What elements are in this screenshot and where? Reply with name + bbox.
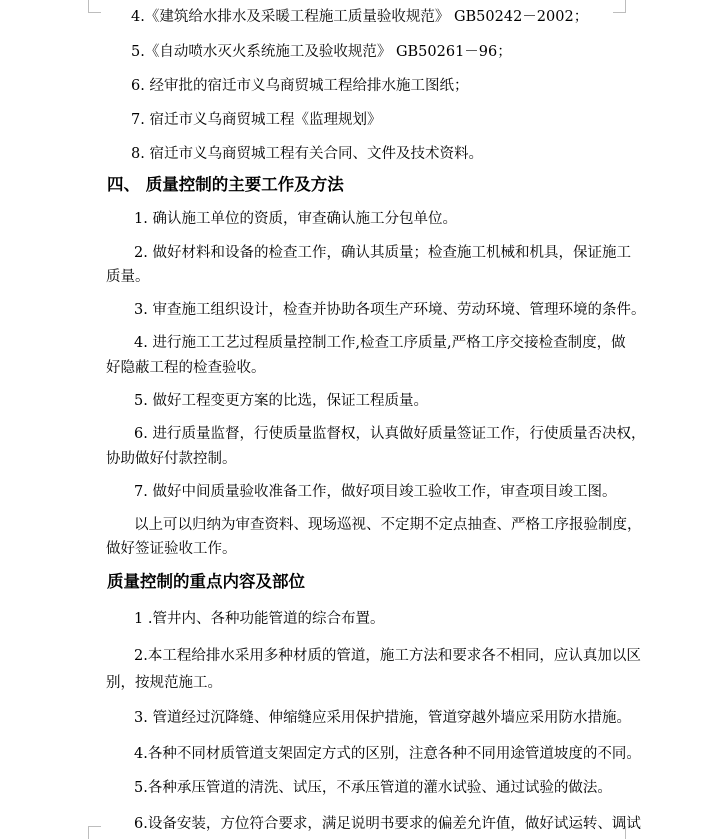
reference-item: 4.《建筑给水排水及采暖工程施工质量验收规范》 GB50242－2002； xyxy=(131,9,589,25)
corner-mark-top-right xyxy=(613,0,626,13)
paragraph-line: 7. 做好中间质量验收准备工作，做好项目竣工验收工作，审查项目竣工图。 xyxy=(134,484,617,500)
reference-item: 5.《自动喷水灭火系统施工及验收规范》 GB50261－96； xyxy=(131,44,512,60)
paragraph-line: 4.各种不同材质管道支架固定方式的区别，注意各种不同用途管道坡度的不同。 xyxy=(134,746,641,762)
paragraph-line: 6.设备安装，方位符合要求，满足说明书要求的偏差允许值，做好试运转、调试 xyxy=(134,816,641,832)
paragraph-line: 2.本工程给排水采用多种材质的管道，施工方法和要求各不相同，应认真加以区 xyxy=(134,648,641,664)
paragraph-line: 1. 确认施工单位的资质，审查确认施工分包单位。 xyxy=(134,211,457,227)
paragraph-line: 质量。 xyxy=(106,269,150,285)
section-heading: 质量控制的重点内容及部位 xyxy=(107,572,305,591)
reference-item: 8. 宿迁市义乌商贸城工程有关合同、文件及技术资料。 xyxy=(131,146,483,162)
reference-item: 6. 经审批的宿迁市义乌商贸城工程给排水施工图纸； xyxy=(131,78,469,94)
paragraph-line: 5.各种承压管道的清洗、试压，不承压管道的灌水试验、通过试验的做法。 xyxy=(134,780,612,796)
paragraph-line: 4. 进行施工工艺过程质量控制工作,检查工序质量,严格工序交接检查制度，做 xyxy=(134,335,626,351)
reference-item: 7. 宿迁市义乌商贸城工程《监理规划》 xyxy=(131,112,382,128)
paragraph-line: 3. 管道经过沉降缝、伸缩缝应采用保护措施，管道穿越外墙应采用防水措施。 xyxy=(134,710,631,726)
paragraph-line: 5. 做好工程变更方案的比选，保证工程质量。 xyxy=(134,393,428,409)
paragraph-line: 协助做好付款控制。 xyxy=(106,451,237,467)
paragraph-line: 做好签证验收工作。 xyxy=(106,541,237,557)
section-heading: 四、 质量控制的主要工作及方法 xyxy=(107,175,344,194)
paragraph-line: 2. 做好材料和设备的检查工作，确认其质量；检查施工机械和机具，保证施工 xyxy=(134,245,631,261)
paragraph-line: 好隐蔽工程的检查验收。 xyxy=(106,360,266,376)
corner-mark-top-left xyxy=(88,0,101,13)
paragraph-line: 以上可以归纳为审查资料、现场巡视、不定期不定点抽查、严格工序报验制度， xyxy=(134,517,642,533)
corner-mark-bottom-left xyxy=(88,826,101,839)
paragraph-line: 别，按规范施工。 xyxy=(106,675,222,691)
paragraph-line: 1 .管井内、各种功能管道的综合布置。 xyxy=(134,611,385,627)
paragraph-line: 6. 进行质量监督，行使质量监督权，认真做好质量签证工作，行使质量否决权， xyxy=(134,426,646,442)
paragraph-line: 3. 审查施工组织设计，检查并协助各项生产环境、劳动环境、管理环境的条件。 xyxy=(134,302,646,318)
